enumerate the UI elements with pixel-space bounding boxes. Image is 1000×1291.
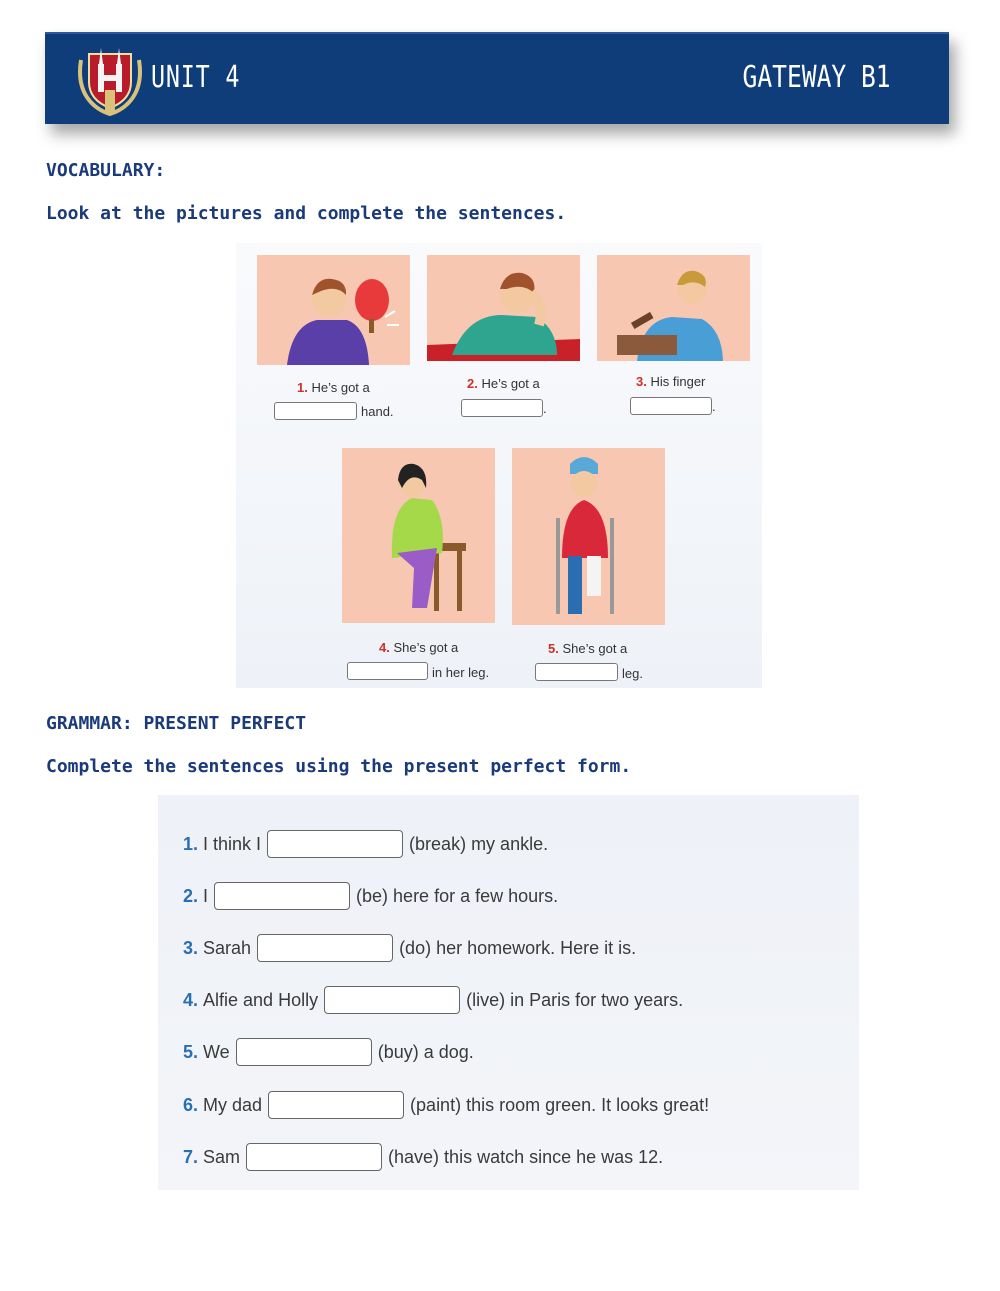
grammar-item-2: 2. I (be) here for a few hours. — [183, 881, 558, 911]
vocab-answer-4[interactable] — [347, 662, 428, 680]
grammar-item-7: 7. Sam (have) this watch since he was 12. — [183, 1142, 663, 1172]
grammar-item-5: 5. We (buy) a dog. — [183, 1037, 474, 1067]
vocab-after-3: . — [712, 399, 716, 414]
grammar-item-1: 1. I think I (break) my ankle. — [183, 829, 548, 859]
vocabulary-panel — [236, 243, 762, 688]
grammar-item-3: 3. Sarah (do) her homework. Here it is. — [183, 933, 636, 963]
vocab-caption-2: 2. He’s got a — [467, 376, 540, 391]
vocab-answer-3[interactable] — [630, 397, 712, 415]
school-crest-icon — [75, 40, 145, 118]
vocab-caption-5: 5. She’s got a — [548, 641, 628, 656]
series-title: GATEWAY B1 — [742, 60, 891, 95]
grammar-answer-2[interactable] — [214, 882, 350, 910]
woman-leg-pain-picture — [342, 448, 495, 623]
grammar-answer-7[interactable] — [246, 1143, 382, 1171]
grammar-answer-1[interactable] — [267, 830, 403, 858]
vocab-answer-5[interactable] — [535, 663, 618, 681]
girl-crutches-picture — [512, 448, 665, 625]
vocab-caption-1: 1. He’s got a — [297, 380, 370, 395]
vocab-caption-4: 4. She’s got a — [379, 640, 459, 655]
grammar-instruction: Complete the sentences using the present perfect form. — [46, 756, 632, 777]
grammar-answer-3[interactable] — [257, 934, 393, 962]
vocabulary-instruction: Look at the pictures and complete the sentences. — [46, 203, 567, 224]
vocab-after-4: in her leg. — [432, 665, 490, 680]
grammar-answer-5[interactable] — [236, 1038, 372, 1066]
grammar-panel — [158, 795, 859, 1190]
vocab-answer-2[interactable] — [461, 399, 543, 417]
boy-hurt-hand-picture — [257, 255, 410, 365]
grammar-item-4: 4. Alfie and Holly (live) in Paris for two years. — [183, 985, 683, 1015]
man-hurt-finger-picture — [597, 255, 750, 361]
grammar-answer-6[interactable] — [268, 1091, 404, 1119]
grammar-answer-4[interactable] — [324, 986, 460, 1014]
vocab-answer-1[interactable] — [274, 402, 357, 420]
grammar-item-6: 6. My dad (paint) this room green. It looks great! — [183, 1090, 709, 1120]
vocab-caption-3: 3. His finger — [636, 374, 706, 389]
vocab-after-5: leg. — [622, 666, 643, 681]
vocab-after-1: hand. — [361, 404, 394, 419]
header-banner — [45, 32, 949, 124]
unit-title: UNIT 4 — [151, 60, 241, 95]
vocabulary-heading: VOCABULARY: — [46, 160, 166, 181]
grammar-heading: GRAMMAR: PRESENT PERFECT — [46, 713, 307, 734]
man-headache-picture — [427, 255, 580, 361]
vocab-after-2: . — [543, 401, 547, 416]
